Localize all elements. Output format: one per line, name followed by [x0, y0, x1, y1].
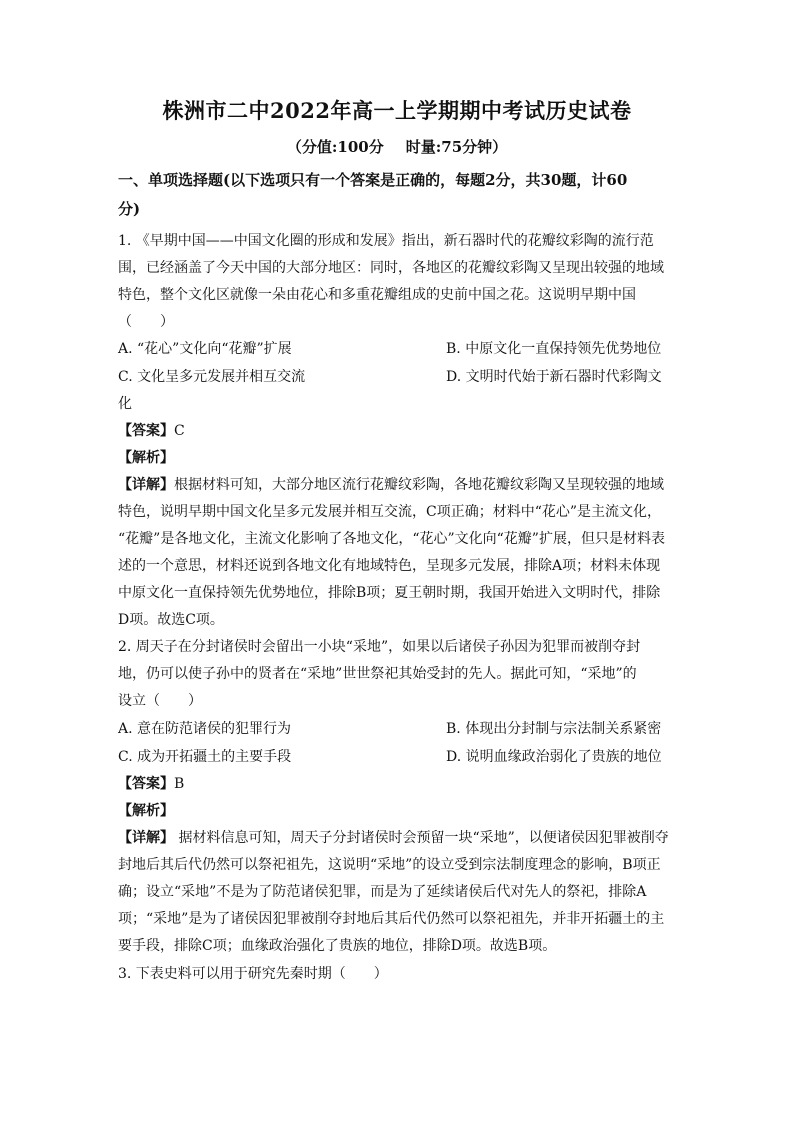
q1-option-a: A. “花心”文化向“花瓣”扩展 — [118, 341, 292, 357]
q2-detail-line: 确；设立“采地”不是为了防范诸侯犯罪，而是为了延续诸侯后代对先人的祭祀，排除A — [118, 884, 647, 900]
detail-text: 据材料信息可知，周天子分封诸侯时会预留一块“采地”，以便诸侯因犯罪被削夺 — [174, 830, 669, 846]
q2-option-a: A. 意在防范诸侯的犯罪行为 — [118, 721, 292, 737]
q1-detail-line: 述的一个意思，材料还说到各地文化有地域特色，呈现多元发展，排除A项；材料未体现 — [118, 558, 661, 574]
q2-stem-line: 2. 周天子在分封诸侯时会留出一小块“采地”，如果以后诸侯子孙因为犯罪而被削夺封 — [118, 639, 641, 655]
q1-option-b: B. 中原文化一直保持领先优势地位 — [446, 341, 662, 357]
detail-text: 根据材料可知，大部分地区流行花瓣纹彩陶，各地花瓣纹彩陶又呈现较强的地域 — [174, 477, 664, 493]
q3-stem: 3. 下表史料可以用于研究先秦时期（ ） — [118, 966, 388, 982]
q1-analysis-tag: 【解析】 — [118, 450, 174, 466]
q2-detail-line — [118, 828, 678, 848]
q2-detail-line: 封地后其后代仍然可以祭祀祖先，这说明“采地”的设立受到宗法制度理念的影响，B项正 — [118, 857, 661, 873]
q1-option-c: C. 文化呈多元发展并相互交流 — [118, 369, 306, 385]
detail-tag: 【详解】 — [118, 830, 174, 846]
score-info: （分值:100分 — [286, 138, 384, 156]
q1-stem-line: （ ） — [118, 314, 174, 330]
q1-detail-line: 中原文化一直保持领先优势地位，排除B项；夏王朝时期，我国开始进入文明时代，排除 — [118, 585, 661, 601]
q1-answer — [118, 421, 678, 441]
q2-stem-line: 地，仍可以使子孙中的贤者在“采地”世世祭祀其始受封的先人。据此可知，“采地”的 — [118, 666, 637, 682]
section-heading: 一、单项选择题(以下选项只有一个答案是正确的，每题2分，共30题，计60 — [118, 171, 628, 189]
q1-detail-line: “花瓣”是各地文化，主流文化影响了各地文化，“花心”文化向“花瓣”扩展，但只是材料表 — [118, 531, 665, 547]
q2-analysis-tag: 【解析】 — [118, 803, 174, 819]
section-heading-cont: 分) — [118, 200, 141, 218]
q2-answer — [118, 774, 678, 794]
q1-option-d: D. 文明时代始于新石器时代彩陶文 — [446, 369, 662, 385]
q1-detail-line: D项。故选C项。 — [118, 612, 224, 628]
q2-stem-line: 设立（ ） — [118, 693, 202, 709]
q1-option-d-cont: 化 — [118, 396, 132, 412]
q1-detail-line — [118, 475, 678, 495]
answer-tag: 【答案】 — [118, 423, 174, 439]
q2-option-d: D. 说明血缘政治弱化了贵族的地位 — [446, 749, 662, 765]
answer-value: B — [174, 776, 185, 792]
q1-stem-line: 特色，整个文化区就像一朵由花心和多重花瓣组成的史前中国之花。这说明早期中国 — [118, 287, 636, 303]
exam-info — [0, 136, 794, 157]
answer-tag: 【答案】 — [118, 776, 174, 792]
q1-detail-line: 特色，说明早期中国文化呈多元发展并相互交流，C项正确；材料中“花心”是主流文化， — [118, 504, 662, 520]
time-info: 时量:75分钟） — [405, 138, 508, 156]
q1-stem-line: 围，已经涵盖了今天中国的大部分地区：同时，各地区的花瓣纹彩陶又呈现出较强的地域 — [118, 260, 664, 276]
q2-option-b: B. 体现出分封制与宗法制关系紧密 — [446, 721, 662, 737]
detail-tag: 【详解】 — [118, 477, 174, 493]
q2-detail-line: 要手段，排除C项；血缘政治强化了贵族的地位，排除D项。故选B项。 — [118, 938, 557, 954]
q2-detail-line: 项；“采地”是为了诸侯因犯罪被削夺封地后其后代仍然可以祭祀祖先，并非开拓疆土的主 — [118, 911, 665, 927]
q2-option-c: C. 成为开拓疆土的主要手段 — [118, 749, 292, 765]
answer-value: C — [174, 423, 185, 439]
q1-stem-line: 1. 《早期中国——中国文化圈的形成和发展》指出，新石器时代的花瓣纹彩陶的流行范 — [118, 233, 654, 249]
page-title: 株洲市二中2022年高一上学期期中考试历史试卷 — [162, 98, 632, 123]
